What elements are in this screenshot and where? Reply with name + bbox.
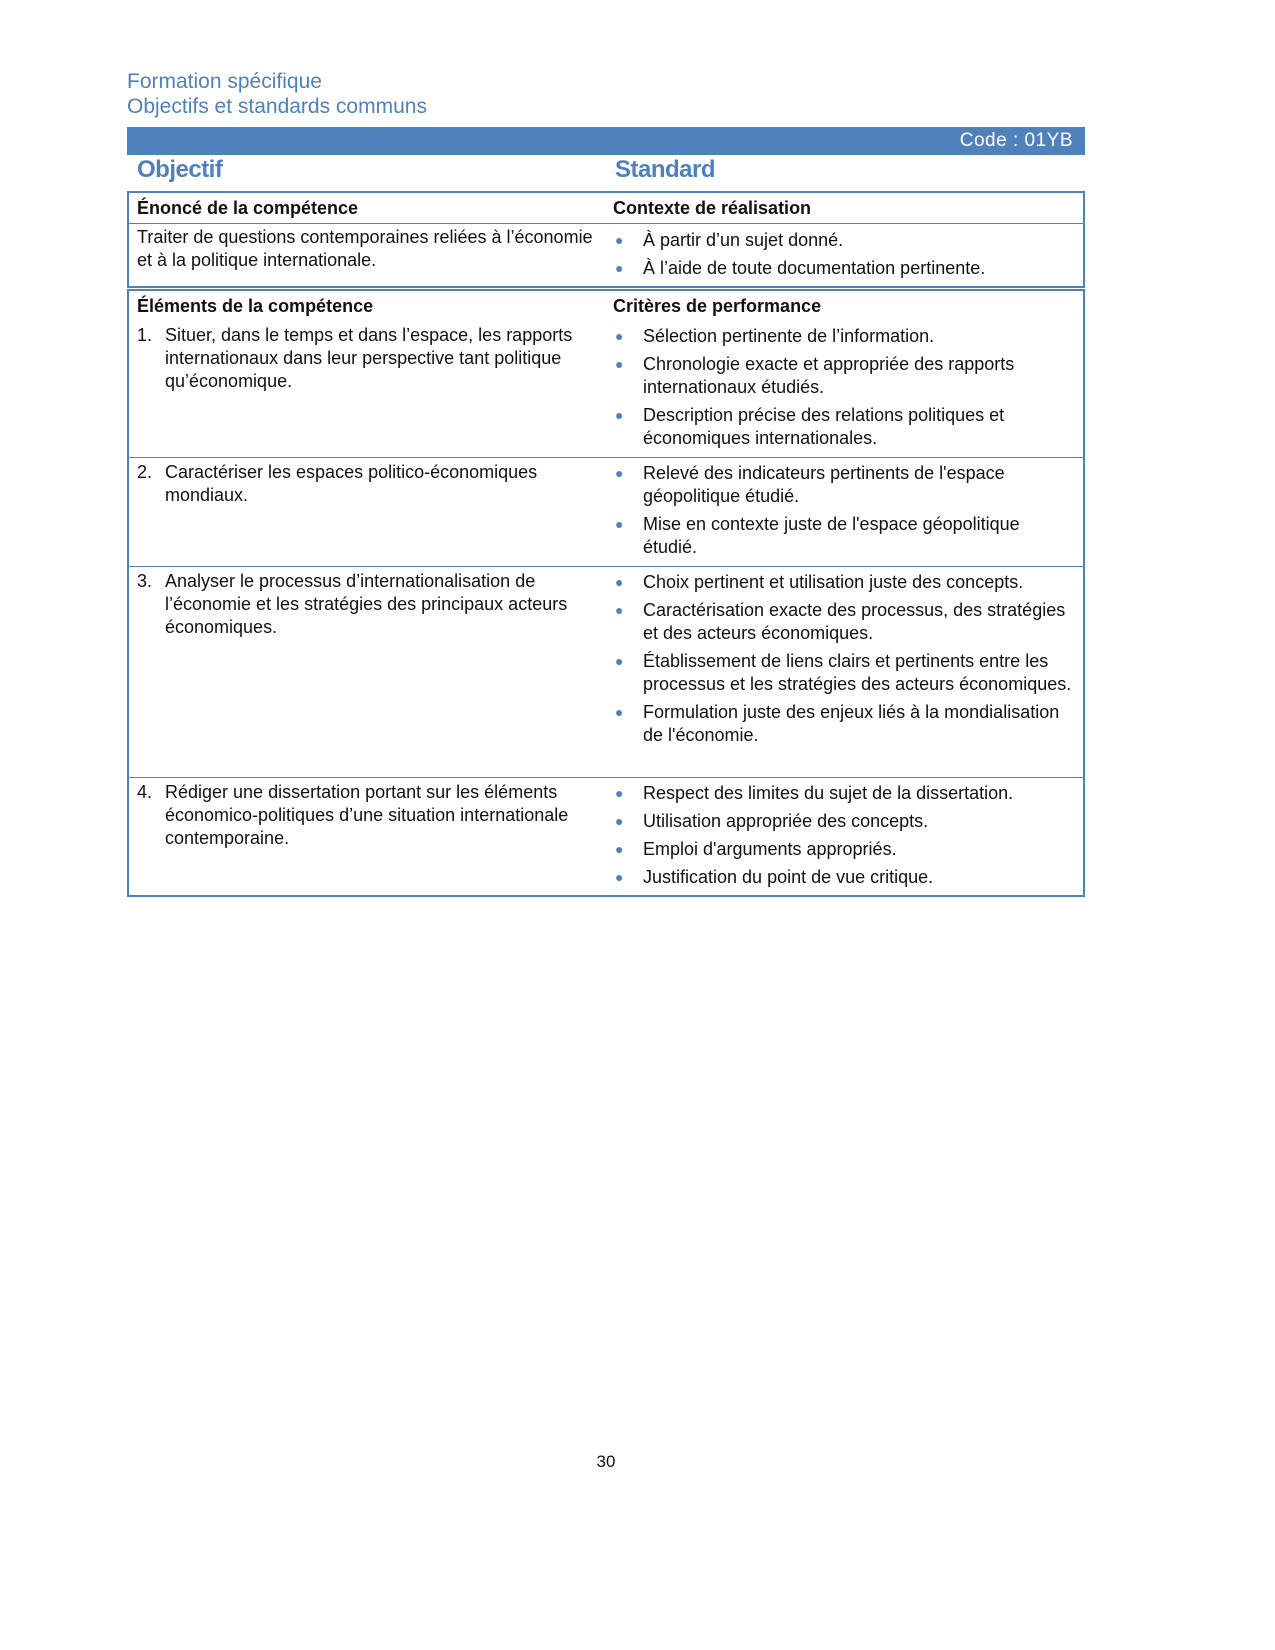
criteres-heading: Critères de performance	[613, 296, 822, 316]
enonce-text: Traiter de questions contemporaines reliées à l’économie et à la politique internationale.	[137, 227, 593, 270]
page-number: 30	[596, 1452, 616, 1471]
bullet-icon: ●	[615, 704, 624, 720]
table-row	[129, 566, 1083, 777]
element-number: 1.	[137, 325, 153, 345]
element-text: Caractériser les espaces politico-économiques mondiaux.	[165, 462, 538, 505]
bullet-icon: ●	[615, 574, 624, 590]
bullet-icon: ●	[615, 841, 624, 857]
bullet-icon: ●	[615, 232, 624, 248]
element-number: 4.	[137, 782, 153, 802]
criteria-list	[613, 325, 1075, 450]
section-subtitle: Objectifs et standards communs	[127, 95, 427, 118]
contexte-heading: Contexte de réalisation	[613, 198, 812, 218]
bullet-icon: ●	[615, 516, 624, 532]
list-item: ● Justification du point de vue critique.	[615, 867, 934, 887]
list-item: ● Utilisation appropriée des concepts.	[615, 811, 929, 831]
bullet-icon: ●	[615, 328, 624, 344]
list-item: ● Chronologie exacte et appropriée des rapports internationaux étudiés.	[615, 354, 1015, 397]
code-band: Code : 01YB	[127, 127, 1085, 155]
criteria-list	[613, 462, 1075, 559]
bullet-icon: ●	[615, 356, 624, 372]
bullet-icon: ●	[615, 813, 624, 829]
bullet-icon: ●	[615, 407, 624, 423]
bullet-icon: ●	[615, 653, 624, 669]
enonce-heading: Énoncé de la compétence	[137, 198, 359, 218]
list-item: ● Établissement de liens clairs et pertinents entre les processus et les stratégies des acteurs économiques.	[615, 651, 1072, 694]
list-item: ● Description précise des relations politiques et économiques internationales.	[615, 405, 1005, 448]
list-item: ● Caractérisation exacte des processus, des stratégies et des acteurs économiques.	[615, 600, 1066, 643]
list-item: ● Formulation juste des enjeux liés à la mondialisation de l'économie.	[615, 702, 1060, 745]
bullet-icon: ●	[615, 869, 624, 885]
bullet-icon: ●	[615, 465, 624, 481]
list-item: ● Respect des limites du sujet de la dissertation.	[615, 783, 1014, 803]
element-text: Analyser le processus d’internationalisation de l’économie et les stratégies des principaux acteurs économiques.	[165, 571, 568, 637]
list-item: ● Sélection pertinente de l’information.	[615, 326, 935, 346]
element-number: 2.	[137, 462, 153, 482]
bullet-icon: ●	[615, 785, 624, 801]
table-row	[129, 777, 1083, 897]
standard-heading: Standard	[615, 156, 716, 183]
bullet-icon: ●	[615, 260, 624, 276]
elements-box	[127, 289, 1085, 897]
list-item: ● À partir d’un sujet donné.	[615, 230, 844, 250]
section-title: Formation spécifique	[127, 70, 322, 93]
criteria-list	[613, 782, 1075, 889]
element-text: Rédiger une dissertation portant sur les éléments économico-politiques d’une situation internationale contemporaine.	[165, 782, 569, 848]
list-item: ● Choix pertinent et utilisation juste des concepts.	[615, 572, 1024, 592]
bullet-icon: ●	[615, 602, 624, 618]
list-item: ● Emploi d'arguments appropriés.	[615, 839, 897, 859]
element-number: 3.	[137, 571, 153, 591]
list-item: ● Mise en contexte juste de l'espace géopolitique étudié.	[615, 514, 1020, 557]
element-text: Situer, dans le temps et dans l’espace, les rapports internationaux dans leur perspective tant politique qu’économique.	[165, 325, 573, 391]
criteria-list	[613, 571, 1075, 747]
objectif-heading: Objectif	[137, 156, 223, 183]
list-item: ● Relevé des indicateurs pertinents de l'espace géopolitique étudié.	[615, 463, 1005, 506]
list-item: ● À l’aide de toute documentation pertinente.	[615, 258, 986, 278]
enonce-box	[127, 191, 1085, 288]
elements-heading: Éléments de la compétence	[137, 296, 374, 316]
table-row	[129, 457, 1083, 566]
table-row	[129, 321, 1083, 457]
